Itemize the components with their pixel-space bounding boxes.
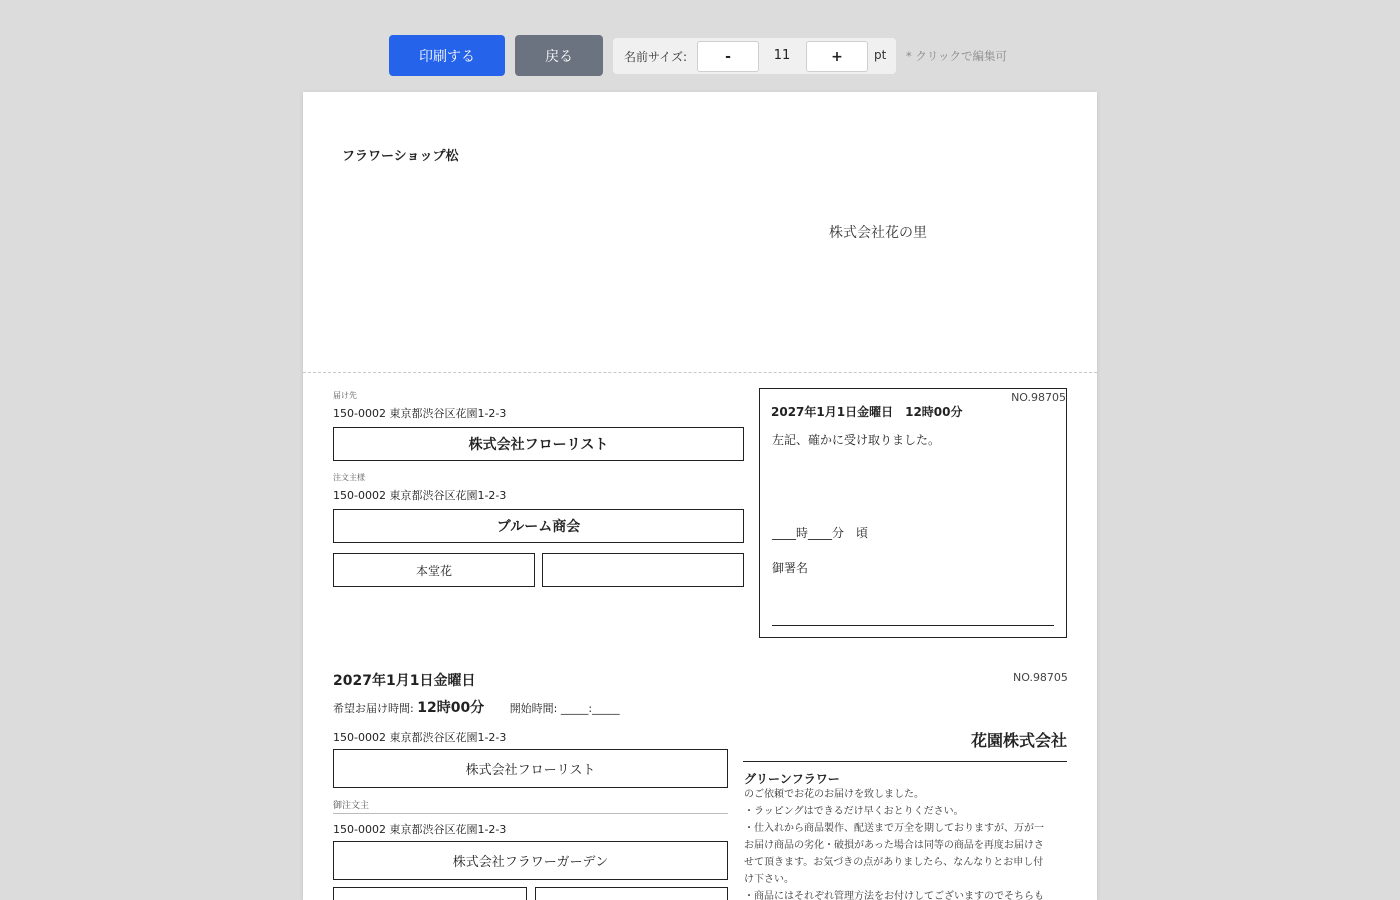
desired-time <box>333 697 620 717</box>
slip-number: NO.98705 <box>1013 671 1068 684</box>
receipt-box <box>759 388 1067 638</box>
desired-time-label: 希望お届け時間: <box>333 702 414 715</box>
receipt-datetime: 2027年1月1日金曜日 12時00分 <box>771 405 963 419</box>
company-name: 花園株式会社 <box>970 731 1067 750</box>
destination-address-2[interactable]: 150-0002 東京都渋谷区花園1-2-3 <box>333 731 507 744</box>
name-size-label: 名前サイズ: <box>624 50 688 64</box>
delivery-date: 2027年1月1日金曜日 <box>333 673 476 689</box>
increase-size-button[interactable]: + <box>806 41 868 72</box>
destination-address[interactable]: 150-0002 東京都渋谷区花園1-2-3 <box>333 407 507 420</box>
memo-cell-right-2[interactable] <box>535 887 728 900</box>
company-underline <box>743 761 1067 762</box>
orderer-address[interactable]: 150-0002 東京都渋谷区花園1-2-3 <box>333 489 507 502</box>
orderer-address-2[interactable]: 150-0002 東京都渋谷区花園1-2-3 <box>333 823 507 836</box>
back-button[interactable]: 戻る <box>515 35 603 76</box>
start-time-label: 開始時間: <box>509 702 558 715</box>
shop-name[interactable]: フラワーショップ松 <box>342 149 459 164</box>
shop-name-2: グリーンフラワー <box>744 772 840 786</box>
size-value: 11 <box>773 48 791 63</box>
print-button[interactable]: 印刷する <box>389 35 505 76</box>
start-time-value[interactable]: _____:_____ <box>560 702 620 715</box>
name-size-control <box>613 38 896 74</box>
notice-line: お届け商品の劣化・破損があった場合は同等の商品を再度お届けさ <box>744 840 1044 851</box>
recipient-name[interactable]: 株式会社花の里 <box>829 225 927 241</box>
memo-cell-left-2[interactable] <box>333 887 527 900</box>
cut-line <box>303 372 1097 373</box>
notice-line: のご依頼でお花のお届けを致しました。 <box>744 789 924 800</box>
receipt-text: 左記、確かに受け取りました。 <box>772 433 941 447</box>
signature-label: 御署名 <box>772 561 809 575</box>
memo-cell-right[interactable] <box>542 553 744 587</box>
orderer-name-box[interactable]: ブルーム商会 <box>333 509 744 543</box>
notice-line: ・商品にはそれぞれ管理方法をお付けしてございますのでそちらも <box>744 891 1044 900</box>
orderer-label: 注文主様 <box>333 473 365 482</box>
size-unit: pt <box>874 48 887 62</box>
signature-line <box>772 625 1054 626</box>
document-page <box>303 92 1097 900</box>
receipt-time-blank: ____時____分 頃 <box>772 526 869 540</box>
notice-text <box>744 786 1070 900</box>
notice-line: ・仕入れから商品製作、配送まで万全を期しておりますが、万が一 <box>744 823 1044 834</box>
memo-cell-left[interactable]: 本堂花 <box>333 553 535 587</box>
orderer-label-2: 御注文主 <box>333 801 370 811</box>
notice-line: ・ラッピングはできるだけ早くおとりください。 <box>744 806 964 817</box>
destination-name-box-2[interactable]: 株式会社フローリスト <box>333 749 728 788</box>
destination-name-box[interactable]: 株式会社フローリスト <box>333 427 744 461</box>
orderer-divider <box>333 813 728 814</box>
destination-label: 届け先 <box>333 391 357 400</box>
orderer-name-box-2[interactable]: 株式会社フラワーガーデン <box>333 841 728 880</box>
edit-hint: * クリックで編集可 <box>906 49 1007 63</box>
receipt-number: NO.98705 <box>1011 391 1066 404</box>
decrease-size-button[interactable]: - <box>697 41 759 72</box>
notice-line: せて頂きます。お気づきの点がありましたら、なんなりとお申し付 <box>744 857 1044 868</box>
notice-line: け下さい。 <box>744 874 794 885</box>
desired-time-value[interactable]: 12時00分 <box>417 700 485 716</box>
